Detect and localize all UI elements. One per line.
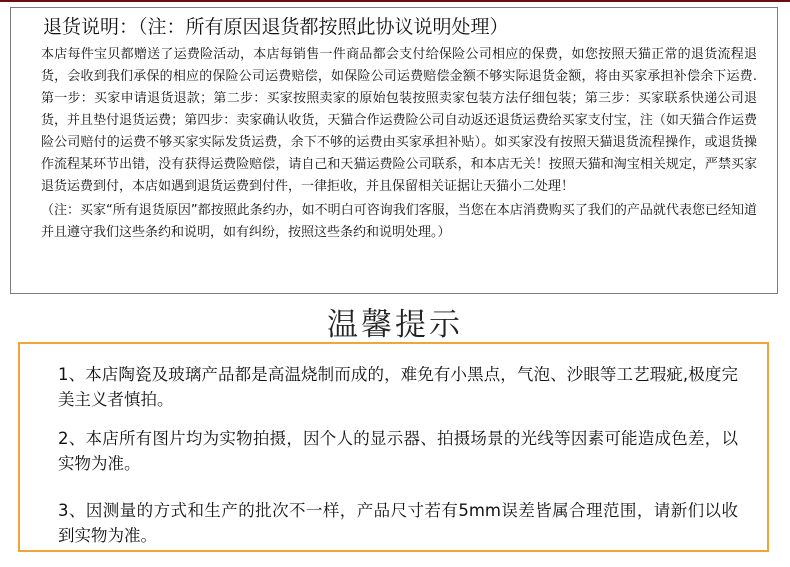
return-policy-box bbox=[10, 7, 778, 294]
return-policy-text: 本店每件宝贝都赠送了运费险活动，本店每销售一件商品都会支付给保险公司相应的保费，如您按照天猫正常的退货流程退货，会收到我们承保的相应的保险公司运费赔偿，如保险公司运费赔偿金额不够实际退货金额，将由买家承担补偿余下运费. 第一步：买家申请退货退款；第二步：买家按照卖家的原始包装按照卖家包装方法仔细包装；第三步：买家联系快递公司退货，并且垫付退货运费；第四步：卖家确认收货，天猫合作运费险公司自动返还退货运费给买家支付宝，注（如天猫合作运费险公司赔付的运费不够买家实际发货运费，余下不够的运费由买家承担补贴）。如买家没有按照天猫退货流程操作，或退货操作流程某环节出错，没有获得运费险赔偿，请自己和天猫运费险公司联系，和本店无关！按照天猫和淘宝相关规定，严禁买家退货运费到付，本店如遇到退货运费到付件，一律拒收，并且保留相关证据让天猫小二处理！ bbox=[41, 47, 757, 194]
return-policy-body bbox=[41, 44, 757, 244]
tips-list bbox=[58, 362, 738, 562]
tips-box bbox=[18, 342, 769, 552]
tip-item-1: 1、本店陶瓷及玻璃产品都是高温烧制而成的，难免有小黑点，气泡、沙眼等工艺瑕疵,极度完美主义者慎拍。 bbox=[58, 365, 738, 409]
tip-item-2: 2、本店所有图片均为实物拍摄，因个人的显示器、拍摄场景的光线等因素可能造成色差，以实物为准。 bbox=[58, 429, 738, 473]
return-policy-note: （注：买家“所有退货原因”都按照此条约办，如不明白可咨询我们客服，当您在本店消费购买了我们的产品就代表您已经知道并且遵守我们这些条约和说明，如有纠纷，按照这些条约和说明处理。） bbox=[41, 203, 757, 240]
tip-item-3: 3、因测量的方式和生产的批次不一样，产品尺寸若有5mm误差皆属合理范围，请新们以收到实物为准。 bbox=[58, 501, 738, 545]
top-accent-bar bbox=[0, 0, 790, 2]
tips-title: 温馨提示 bbox=[327, 307, 463, 343]
return-policy-title: 退货说明：（注：所有原因退货都按照此协议说明处理） bbox=[43, 16, 509, 38]
